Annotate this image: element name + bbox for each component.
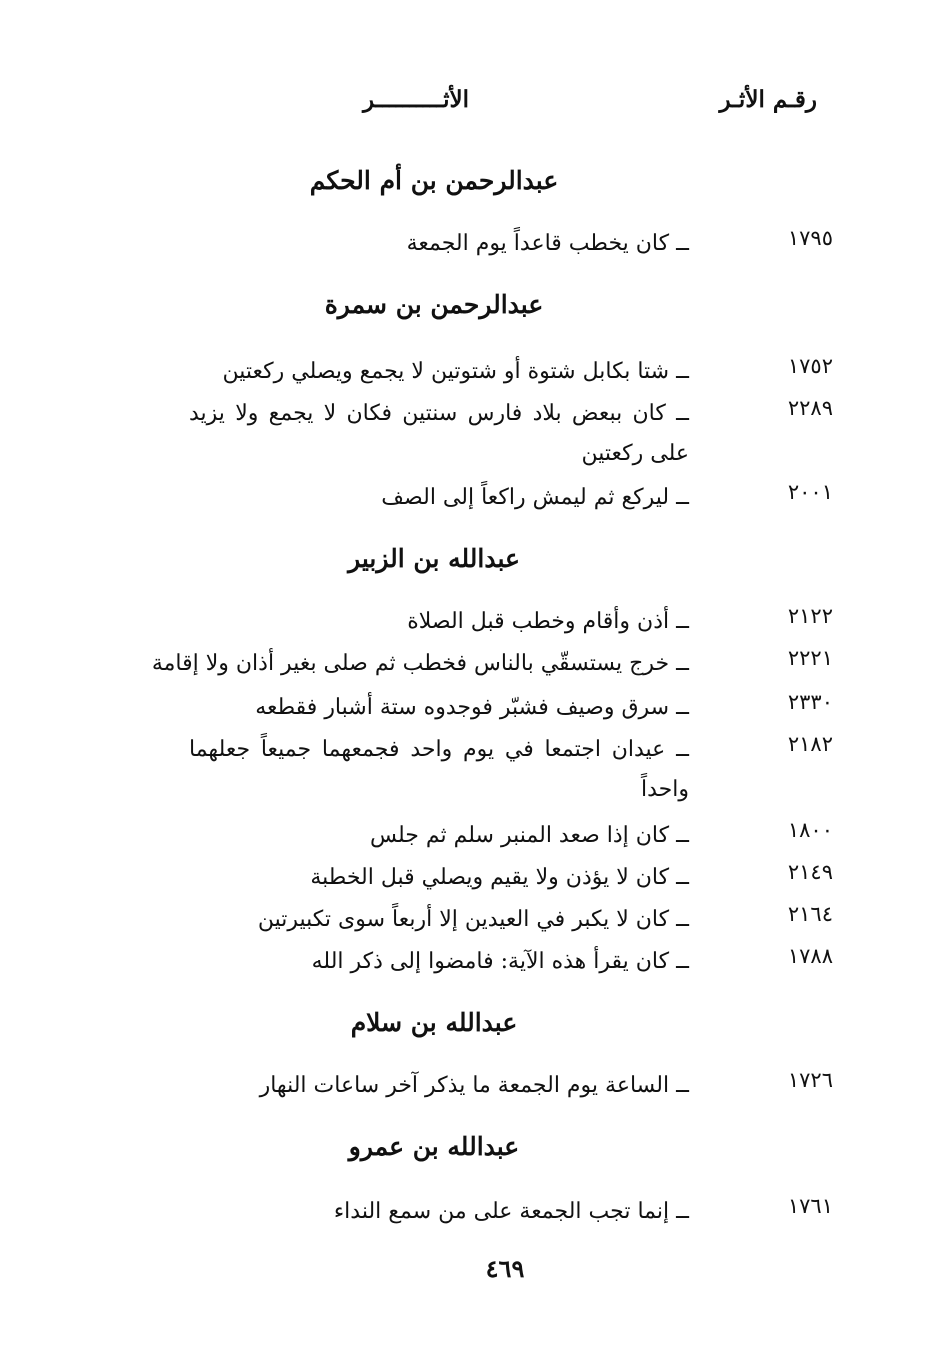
header-number-label: رقـم الأثـر — [719, 86, 817, 113]
list-item — [0, 860, 939, 900]
list-item — [0, 354, 939, 394]
list-item — [0, 480, 939, 520]
entry-number: ٢١٢٢ — [787, 604, 833, 628]
entry-number: ١٨٠٠ — [787, 818, 833, 842]
entry-text: ــ الساعة يوم الجمعة ما يذكر آخر ساعات النهار — [259, 1073, 689, 1098]
entry-number: ٢١٨٢ — [787, 732, 833, 756]
entry-number: ١٧٥٢ — [787, 354, 833, 378]
list-item — [0, 690, 939, 730]
list-item — [0, 604, 939, 644]
section-title: عبدالرحمن بن أم الحكم — [309, 166, 559, 195]
entry-text: ــ شتا بكابل شتوة أو شتوتين لا يجمع ويصلي ركعتين — [222, 359, 689, 384]
list-item — [0, 226, 939, 266]
entry-text: ــ سرق وصيف فشبّر فوجدوه ستة أشبار فقطعه — [255, 695, 689, 720]
entry-number: ٢٣٣٠ — [787, 690, 833, 714]
entry-text: ــ خرج يستسقّي بالناس فخطب ثم صلى بغير أذان ولا إقامة — [151, 651, 689, 676]
list-item — [0, 1068, 939, 1108]
entry-number: ١٧٢٦ — [787, 1068, 833, 1092]
list-item — [0, 732, 939, 812]
entry-number: ١٧٨٨ — [787, 944, 833, 968]
entry-number: ١٧٦١ — [787, 1194, 833, 1218]
list-item — [0, 818, 939, 858]
entry-text: ــ كان لا يكبر في العيدين إلا أربعاً سوى تكبيرتين — [257, 907, 689, 932]
entry-text: ــ كان يقرأ هذه الآية: فامضوا إلى ذكر الله — [311, 949, 689, 974]
section-title: عبدالله بن الزبير — [348, 544, 520, 573]
entry-text: ــ كان ببعض بلاد فارس سنتين فكان لا يجمع ولا يزيد على ركعتين — [189, 401, 689, 466]
entry-text: ــ إنما تجب الجمعة على من سمع النداء — [333, 1199, 689, 1224]
entry-text: ــ ليركع ثم ليمش راكعاً إلى الصف — [381, 485, 689, 510]
entry-number: ٢٢٢١ — [787, 646, 833, 670]
entry-text: ــ عيدان اجتمعا في يوم واحد فجمعهما جميعاً جعلهما واحداً — [189, 737, 689, 802]
list-item — [0, 902, 939, 942]
section-title: عبدالله بن عمرو — [348, 1132, 520, 1161]
section-title: عبدالرحمن بن سمرة — [324, 290, 544, 319]
entry-number: ٢٢٨٩ — [787, 396, 833, 420]
header-text-label: الأثــــــــــر — [363, 86, 469, 113]
entry-number: ١٧٩٥ — [787, 226, 833, 250]
entry-number: ٢١٦٤ — [787, 902, 833, 926]
entry-text: ــ أذن وأقام وخطب قبل الصلاة — [407, 609, 689, 634]
section-title: عبدالله بن سلام — [350, 1008, 518, 1037]
page-number: ٤٦٩ — [485, 1254, 525, 1283]
entry-number: ٢٠٠١ — [787, 480, 833, 504]
entry-text: ــ كان لا يؤذن ولا يقيم ويصلي قبل الخطبة — [310, 865, 689, 890]
list-item — [0, 396, 939, 476]
entry-text: ــ كان يخطب قاعداً يوم الجمعة — [406, 231, 689, 256]
entry-number: ٢١٤٩ — [787, 860, 833, 884]
list-item — [0, 1194, 939, 1234]
entry-text: ــ كان إذا صعد المنبر سلم ثم جلس — [369, 823, 689, 848]
list-item — [0, 944, 939, 984]
list-item — [0, 646, 939, 686]
